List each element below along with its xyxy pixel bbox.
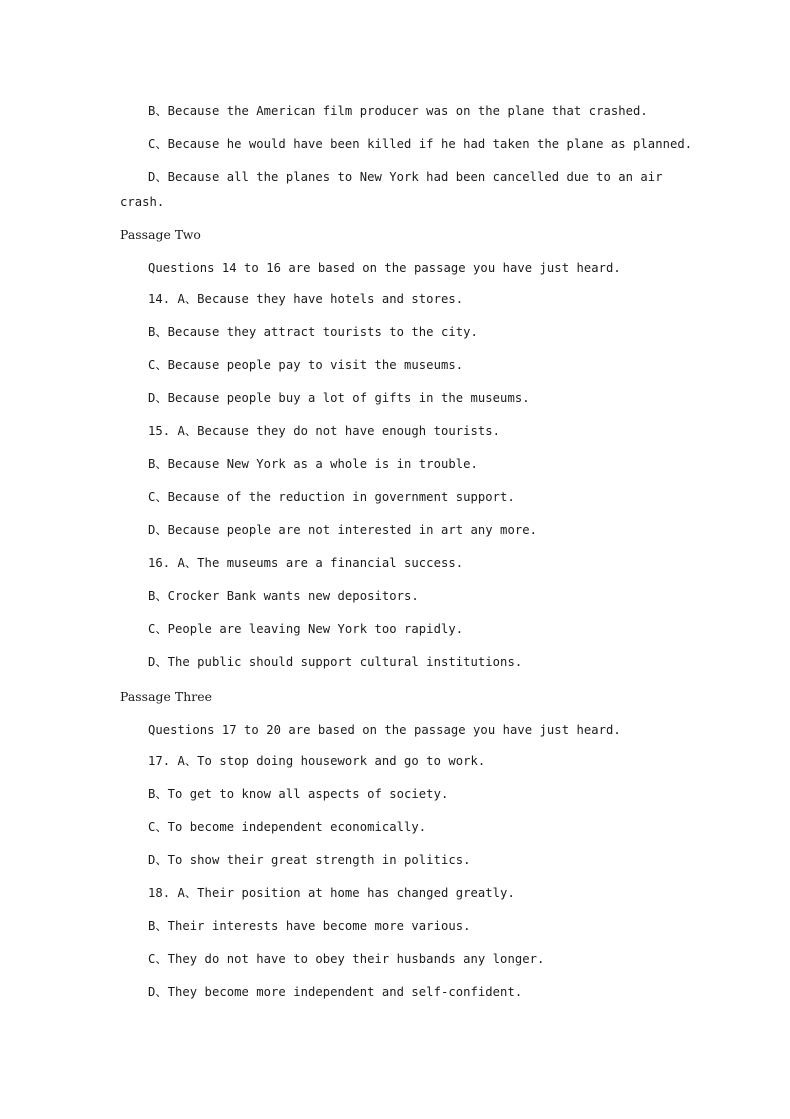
question-16-option-b: B、Crocker Bank wants new depositors. [148,589,419,603]
question-16-option-c: C、People are leaving New York too rapidly. [148,622,464,636]
question-18-option-d: D、They become more independent and self-confident. [148,985,523,999]
passage-three-heading: Passage Three [120,689,212,704]
question-14-option-b: B、Because they attract tourists to the city. [148,325,478,339]
passage-one-option-c: C、Because he would have been killed if he had taken the plane as planned. [148,137,693,151]
question-15-option-c: C、Because of the reduction in government support. [148,490,515,504]
question-15-option-b: B、Because New York as a whole is in trouble. [148,457,478,471]
passage-two-heading: Passage Two [120,227,201,242]
question-15-option-a: 15. A、Because they do not have enough tourists. [148,424,501,438]
question-14-option-a: 14. A、Because they have hotels and stores. [148,292,464,306]
passage-one-option-d-continued: crash. [120,195,165,209]
question-17-option-c: C、To become independent economically. [148,820,427,834]
question-16-option-d: D、The public should support cultural institutions. [148,655,523,669]
question-18-option-c: C、They do not have to obey their husbands any longer. [148,952,545,966]
question-18-option-b: B、Their interests have become more various. [148,919,471,933]
question-14-option-c: C、Because people pay to visit the museums. [148,358,464,372]
question-16-option-a: 16. A、The museums are a financial success. [148,556,464,570]
question-18-option-a: 18. A、Their position at home has changed greatly. [148,886,515,900]
question-17-option-b: B、To get to know all aspects of society. [148,787,449,801]
passage-one-option-b: B、Because the American film producer was on the plane that crashed. [148,104,648,118]
question-17-option-d: D、To show their great strength in politics. [148,853,471,867]
passage-one-option-d: D、Because all the planes to New York had been cancelled due to an air [148,170,663,184]
question-15-option-d: D、Because people are not interested in art any more. [148,523,537,537]
passage-two-intro: Questions 14 to 16 are based on the passage you have just heard. [148,261,621,275]
question-17-option-a: 17. A、To stop doing housework and go to work. [148,754,486,768]
passage-three-intro: Questions 17 to 20 are based on the passage you have just heard. [148,723,621,737]
question-14-option-d: D、Because people buy a lot of gifts in the museums. [148,391,530,405]
